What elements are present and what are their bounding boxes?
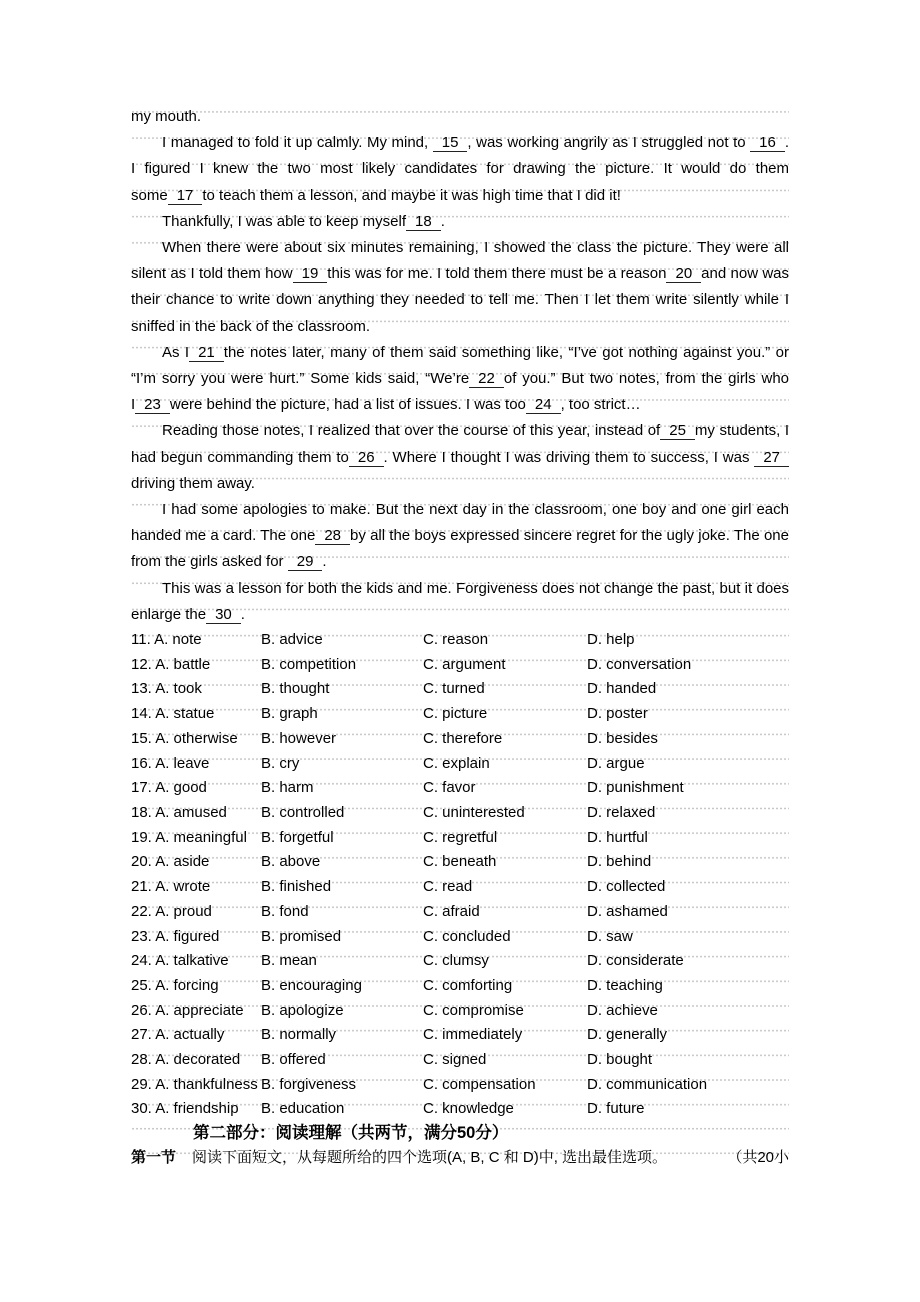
option-cell: 19. A. meaningful bbox=[131, 828, 247, 846]
option-cell: D. handed bbox=[587, 680, 657, 698]
option-row bbox=[131, 1048, 789, 1073]
passage-text: , was working angrily as I struggled not to bbox=[467, 134, 751, 152]
passage-text: This was a lesson for both the kids and me. Forgiveness does not change the past, but it does enlarge the bbox=[131, 579, 789, 623]
option-cell: C. uninterested bbox=[423, 803, 525, 821]
option-row bbox=[131, 776, 789, 801]
option-cell: B. advice bbox=[261, 631, 323, 649]
cloze-blank: 26 bbox=[349, 449, 384, 467]
option-cell: B. apologize bbox=[261, 1001, 344, 1019]
option-cell: D. generally bbox=[587, 1026, 668, 1044]
cloze-blank: 29 bbox=[288, 553, 323, 571]
option-cell: B. thought bbox=[261, 680, 330, 698]
option-cell: C. reason bbox=[423, 631, 489, 649]
passage-text: and now was their chance to write down anything they needed to tell me. Then I let them write silently while I sniffed in the back of the classroom. bbox=[131, 265, 790, 335]
option-cell: C. read bbox=[423, 878, 473, 896]
option-cell: B. finished bbox=[261, 878, 332, 896]
option-cell: C. compensation bbox=[423, 1075, 536, 1093]
part2-heading: 第二部分：阅读理解（共两节，满分50分） bbox=[193, 1124, 509, 1143]
passage-paragraph bbox=[131, 235, 789, 340]
option-cell: C. turned bbox=[423, 680, 485, 698]
option-cell: B. education bbox=[261, 1100, 345, 1118]
option-row bbox=[131, 727, 789, 752]
option-cell: C. favor bbox=[423, 779, 476, 797]
option-cell: C. beneath bbox=[423, 853, 497, 871]
option-cell: D. behind bbox=[587, 853, 652, 871]
passage-text: this was for me. I told them there must be a reason bbox=[327, 265, 667, 283]
option-row bbox=[131, 677, 789, 702]
option-cell: D. conversation bbox=[587, 655, 692, 673]
option-cell: C. signed bbox=[423, 1051, 487, 1069]
option-cell: B. harm bbox=[261, 779, 314, 797]
option-cell: B. forgiveness bbox=[261, 1075, 357, 1093]
option-cell: 28. A. decorated bbox=[131, 1051, 241, 1069]
option-cell: D. collected bbox=[587, 878, 666, 896]
option-row bbox=[131, 850, 789, 875]
option-cell: C. argument bbox=[423, 655, 506, 673]
option-cell: D. future bbox=[587, 1100, 645, 1118]
cloze-blank: 20 bbox=[666, 265, 701, 283]
option-cell: B. cry bbox=[261, 754, 300, 772]
option-cell: 26. A. appreciate bbox=[131, 1001, 244, 1019]
option-cell: B. offered bbox=[261, 1051, 326, 1069]
passage-text: Thankfully, I was able to keep myself bbox=[162, 212, 406, 230]
section1-label: 第一节 bbox=[131, 1149, 177, 1167]
cloze-blank: 16 bbox=[750, 134, 785, 152]
option-cell: B. forgetful bbox=[261, 828, 334, 846]
passage-paragraph bbox=[131, 130, 789, 209]
option-cell: C. regretful bbox=[423, 828, 498, 846]
option-cell: D. help bbox=[587, 631, 635, 649]
passage-text: were behind the picture, had a list of issues. I was too bbox=[169, 396, 526, 414]
option-cell: 12. A. battle bbox=[131, 655, 211, 673]
option-cell: 15. A. otherwise bbox=[131, 729, 238, 747]
section1-instruction: 阅读下面短文，从每题所给的四个选项(A, B, C 和 D)中, 选出最佳选项。 bbox=[192, 1149, 668, 1167]
option-row bbox=[131, 1097, 789, 1122]
option-row bbox=[131, 702, 789, 727]
option-cell: 11. A. note bbox=[131, 631, 202, 649]
option-cell: 13. A. took bbox=[131, 680, 202, 698]
cloze-blank: 17 bbox=[168, 187, 203, 205]
cloze-blank: 25 bbox=[660, 422, 695, 440]
cloze-blank: 22 bbox=[469, 370, 504, 388]
passage-text: driving them away. bbox=[131, 474, 255, 492]
passage-paragraph bbox=[131, 576, 789, 628]
passage bbox=[131, 104, 789, 628]
option-cell: B. controlled bbox=[261, 803, 345, 821]
section1-left bbox=[131, 1145, 667, 1170]
passage-text: As I bbox=[162, 343, 190, 361]
option-cell: B. normally bbox=[261, 1026, 337, 1044]
option-cell: C. clumsy bbox=[423, 952, 489, 970]
option-cell: B. mean bbox=[261, 952, 317, 970]
passage-paragraph bbox=[131, 209, 789, 235]
option-row bbox=[131, 925, 789, 950]
option-row bbox=[131, 1023, 789, 1048]
option-cell: C. explain bbox=[423, 754, 490, 772]
cloze-blank: 28 bbox=[315, 527, 350, 545]
passage-text: When there were about six minutes remaining, I showed the class the picture. They were all silent as I told them how bbox=[131, 239, 789, 283]
passage-paragraph bbox=[131, 418, 789, 497]
option-row bbox=[131, 999, 789, 1024]
option-cell: B. promised bbox=[261, 927, 342, 945]
option-cell: D. punishment bbox=[587, 779, 684, 797]
option-cell: 18. A. amused bbox=[131, 803, 227, 821]
option-cell: 30. A. friendship bbox=[131, 1100, 239, 1118]
option-cell: 24. A. talkative bbox=[131, 952, 229, 970]
passage-paragraph bbox=[131, 497, 789, 576]
option-cell: D. relaxed bbox=[587, 803, 656, 821]
option-cell: C. comforting bbox=[423, 976, 513, 994]
option-row bbox=[131, 628, 789, 653]
passage-text: . I figured I knew the two most likely candidates for drawing the picture. It would do them some bbox=[131, 134, 789, 204]
cloze-blank: 15 bbox=[433, 134, 468, 152]
passage-text: the notes later, many of them said something like, “I’ve got nothing against you.” or “I’m sorry you were hurt.” Some kids said, “We’re bbox=[131, 343, 789, 388]
option-cell: D. teaching bbox=[587, 976, 663, 994]
option-cell: 25. A. forcing bbox=[131, 976, 219, 994]
option-cell: 29. A. thankfulness bbox=[131, 1075, 258, 1093]
option-cell: C. afraid bbox=[423, 902, 480, 920]
cloze-blank: 21 bbox=[189, 344, 224, 362]
passage-text: I had some apologies to make. But the next day in the classroom, one boy and one girl each handed me a card. The one bbox=[131, 501, 789, 545]
option-cell: B. competition bbox=[261, 655, 357, 673]
options-list bbox=[131, 628, 789, 1122]
option-cell: C. compromise bbox=[423, 1001, 524, 1019]
option-cell: B. graph bbox=[261, 705, 318, 723]
option-cell: D. considerate bbox=[587, 952, 684, 970]
option-cell: B. above bbox=[261, 853, 321, 871]
cloze-blank: 19 bbox=[293, 265, 328, 283]
option-cell: C. therefore bbox=[423, 729, 503, 747]
page-content bbox=[131, 104, 789, 1170]
option-cell: D. communication bbox=[587, 1075, 708, 1093]
option-cell: C. concluded bbox=[423, 927, 511, 945]
option-cell: D. poster bbox=[587, 705, 648, 723]
option-row bbox=[131, 900, 789, 925]
passage-paragraph bbox=[131, 340, 789, 419]
option-row bbox=[131, 801, 789, 826]
option-cell: C. knowledge bbox=[423, 1100, 514, 1118]
passage-text: . bbox=[440, 212, 445, 230]
option-row bbox=[131, 875, 789, 900]
option-cell: 27. A. actually bbox=[131, 1026, 225, 1044]
passage-text: my students, I had begun commanding them to bbox=[131, 422, 789, 466]
footer-section bbox=[131, 1122, 789, 1170]
passage-text: . bbox=[240, 605, 245, 623]
option-row bbox=[131, 1073, 789, 1098]
option-cell: D. argue bbox=[587, 754, 645, 772]
passage-text: , too strict… bbox=[560, 396, 641, 414]
option-row bbox=[131, 752, 789, 777]
option-cell: B. encouraging bbox=[261, 976, 362, 994]
passage-text: of you.” But two notes, from the girls who I bbox=[131, 370, 789, 414]
option-row bbox=[131, 653, 789, 678]
passage-text: . bbox=[322, 553, 327, 571]
option-cell: C. picture bbox=[423, 705, 488, 723]
option-cell: D. besides bbox=[587, 729, 658, 747]
option-cell: D. achieve bbox=[587, 1001, 658, 1019]
option-row bbox=[131, 949, 789, 974]
cloze-blank: 18 bbox=[406, 213, 441, 231]
option-cell: C. immediately bbox=[423, 1026, 523, 1044]
passage-text: by all the boys expressed sincere regret for the ugly joke. The one from the girls asked for bbox=[131, 527, 789, 571]
option-cell: 20. A. aside bbox=[131, 853, 210, 871]
cloze-blank: 23 bbox=[135, 396, 170, 414]
option-row bbox=[131, 974, 789, 999]
passage-continuation-line: my mouth. bbox=[131, 108, 202, 125]
option-cell: 14. A. statue bbox=[131, 705, 215, 723]
cloze-blank: 30 bbox=[206, 606, 241, 624]
option-cell: 21. A. wrote bbox=[131, 878, 211, 896]
option-cell: B. fond bbox=[261, 902, 309, 920]
section1-line bbox=[131, 1145, 789, 1170]
passage-text: I managed to fold it up calmly. My mind, bbox=[162, 134, 433, 152]
section1-tail: （共20小 bbox=[727, 1149, 789, 1167]
option-cell: 16. A. leave bbox=[131, 754, 210, 772]
option-cell: D. bought bbox=[587, 1051, 653, 1069]
passage-text: Reading those notes, I realized that over the course of this year, instead of bbox=[162, 422, 661, 440]
option-row bbox=[131, 826, 789, 851]
option-cell: 22. A. proud bbox=[131, 902, 212, 920]
passage-text: . Where I thought I was driving them to success, I was bbox=[383, 448, 755, 466]
cloze-blank: 27 bbox=[754, 449, 789, 467]
option-cell: B. however bbox=[261, 729, 337, 747]
option-cell: 23. A. figured bbox=[131, 927, 220, 945]
passage-text: to teach them a lesson, and maybe it was high time that I did it! bbox=[202, 186, 621, 204]
option-cell: D. saw bbox=[587, 927, 633, 945]
cloze-blank: 24 bbox=[526, 396, 561, 414]
option-cell: D. ashamed bbox=[587, 902, 668, 920]
option-cell: D. hurtful bbox=[587, 828, 648, 846]
option-cell: 17. A. good bbox=[131, 779, 207, 797]
